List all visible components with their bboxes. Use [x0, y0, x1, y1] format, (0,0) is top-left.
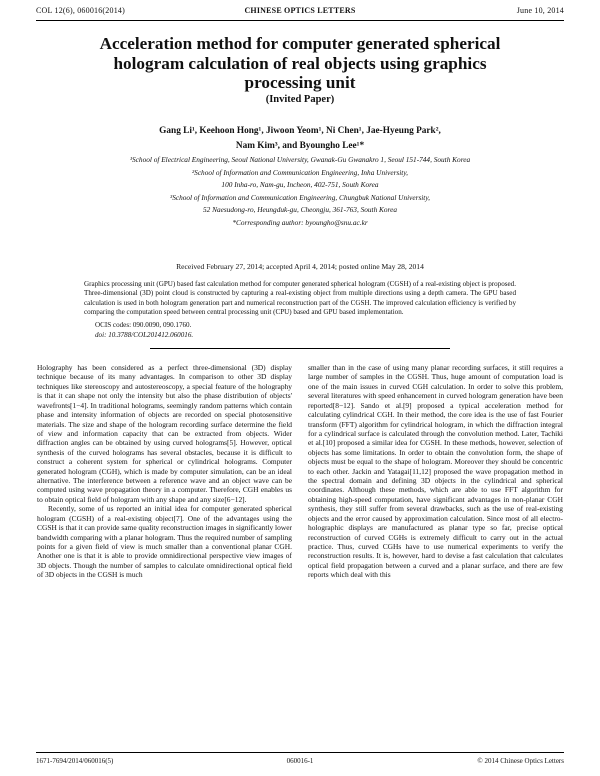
copyright: © 2014 Chinese Optics Letters — [477, 757, 564, 765]
ocis-codes: OCIS codes: 090.0090, 090.1760. — [95, 321, 192, 329]
header-rule — [36, 20, 564, 21]
paper-title — [30, 34, 570, 93]
body-paragraph: Recently, some of us reported an initial idea for computer generated spherical hologram (CGSH) of a real-existing object[7]. One of the advantages using the CGSH is that it can provide same quality reconstruction images in significantly lower bandwidth comparing with a planar hologram. Thus the required number of sampling points for a given field of view is much smaller than a conventional planar CGH. Another one is that it is able to provide omnidirectional perspective view images of 3D objects. Though the number of samples to calculate omnidirectional optical field of 3D objects in the CGSH is much — [37, 504, 292, 580]
affiliation-2-line-2: 100 Inha-ro, Nam-gu, Incheon, 402-751, South Korea — [221, 180, 379, 190]
title-line-2: hologram calculation of real objects using graphics — [113, 53, 487, 73]
footer-rule — [36, 752, 564, 753]
affiliation-3-line-2: 52 Naesudong-ro, Heungduk-gu, Cheongju, 361-763, South Korea — [202, 205, 398, 215]
page-number: 060016-1 — [286, 757, 314, 765]
doi: doi: 10.3788/COL201412.060016. — [95, 331, 194, 339]
issn: 1671-7694/2014/060016(5) — [36, 757, 114, 765]
author-list — [40, 124, 560, 154]
corresponding-author: *Corresponding author: byoungho@snu.ac.kr — [232, 217, 368, 227]
affiliation-3-line-1: ³School of Information and Communication Engineering, Chungbuk National University, — [170, 192, 430, 202]
body-column-left — [37, 363, 292, 580]
affiliation-1: ¹School of Electrical Engineering, Seoul National University, Gwanak-Gu Gwanakro 1, Seoul 151-744, South Korea — [129, 155, 471, 164]
page-footer — [36, 757, 564, 767]
body-paragraph: smaller than in the case of using many planar recording surfaces, it still requires a large number of samples in the CGSH. Thus, huge amount of computation load is one of the main issues in curved CGH calculation. In order to solve this problem, several literatures with speed enhancement in curved hologram generation have been reported[8−12]. Sando et al.[9] proposed a typical acceleration method for calculating cylindrical CGH. In their method, the core idea is the use of fast Fourier transform (FFT) algorithm for cylindrical hologram, in which the diffraction integral for a cylindrical surface is calculated through the convolution method. Later, Tachiki et al.[10] proposed a similar idea for CGSH. In these methods, however, selection of objects has some limitations. In order to obtain the convolution form, the shape of objects must be equal to the shape of hologram. Moreover they should be concentric to each other. Jackin and Yatagai[11,12] proposed the wave propagation method in the spectral domain and defining 3D objects in the cylindrical and spherical coordinates. Although these methods, which are able to use FFT algorithm for obtaining high-speed computation, have significant advantages in non-planar CGH synthesis, they still suffer from several drawbacks, such as the use of real-existing objects and the error caused by approximation calculation. Since most of all electro-holographic displays are manufactured as planar type so far, precise optical reconstruction of curved CGHs is extremely difficult to carry out in the actual practice. Thus, curved CGHs have to use numerical experiments to verify the reconstruction results. It is, however, hard to devise a fast calculation that calculates optical field propagation between a curved and a planar surface, and there are few reports which deal with this — [308, 363, 563, 580]
affiliation-2-line-1: ²School of Information and Communication Engineering, Inha University, — [191, 167, 408, 177]
abstract: Graphics processing unit (GPU) based fast calculation method for computer generated spherical hologram (CGSH) of a real-existing object is proposed. Three-dimensional (3D) point cloud is constructed by capturing a real-existing object from multiple directions using a depth camera. The GPU based calculation is used in both hologram generation part and numerical reconstruction part of the CGSH. The improved calculation efficiency is verified by comparing the computation speed between central processing unit (CPU) based and GPU based implementation. — [84, 280, 516, 316]
affiliations — [40, 154, 560, 230]
running-header — [36, 6, 564, 18]
journal-citation: COL 12(6), 060016(2014) — [36, 6, 125, 15]
journal-name: CHINESE OPTICS LETTERS — [244, 6, 356, 15]
publication-date: June 10, 2014 — [516, 6, 564, 15]
authors-line-2: Nam Kim³, and Byoungho Lee¹* — [235, 141, 365, 151]
body-paragraph: Holography has been considered as a perfect three-dimensional (3D) display technique because of its many advantages. In comparison to other 3D display techniques like stereoscopy and autostereoscopy, a special feature of the holography is that it can shape not only the intensity but also the phase distribution of objects' wavefronts[1−4]. In traditional holograms, seemingly random patterns which contain phase and intensity information of objects are recorded on special photosensitive materials. The size and shape of the hologram recording surface determine the field of view and information capacity that can be extracted from objects. Wider diffraction angles can be obtained by using curved holograms[5]. However, optical synthesis of the curved holograms has several obstacles, because it is difficult to construct a coherent system for spherical or cylindrical holograms. Computer generated hologram (CGH), which is made by computer simulation, can be an ideal alternative. The interference between a reference wave and an object wave can be computed using wave propagation theory in a computer. Therefore, CGH enables us to obtain optical field of hologram with any shape and any size[6−12]. — [37, 363, 292, 504]
authors-line-1: Gang Li¹, Keehoon Hong¹, Jiwoon Yeom¹, Ni Chen¹, Jae-Hyeung Park², — [159, 126, 441, 136]
body-column-right — [308, 363, 563, 580]
title-line-1: Acceleration method for computer generated spherical — [99, 34, 501, 53]
received-dates: Received February 27, 2014; accepted April 4, 2014; posted online May 28, 2014 — [176, 262, 424, 271]
title-line-3: processing unit — [244, 73, 356, 92]
invited-paper-label: (Invited Paper) — [265, 94, 335, 105]
abstract-rule — [150, 348, 450, 349]
